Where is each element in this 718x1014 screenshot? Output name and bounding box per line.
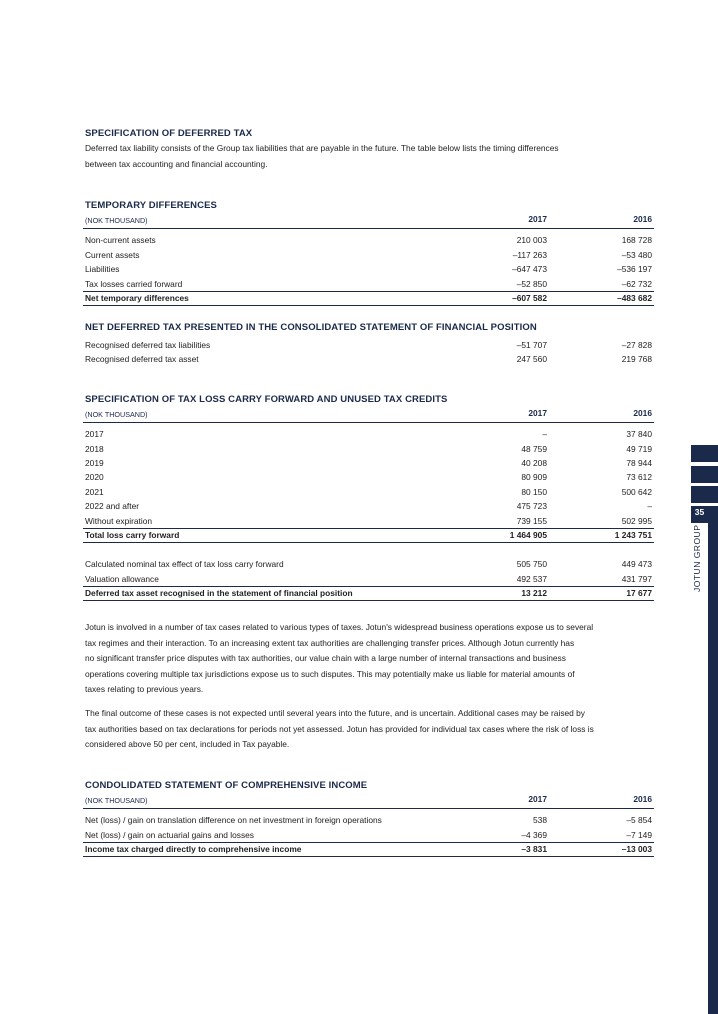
row-label: 2022 and after [85, 501, 140, 511]
tax-cases-paragraph [85, 620, 650, 698]
value-2017: 80 909 [521, 472, 547, 482]
value-2017: 13 212 [521, 588, 547, 598]
table-row [83, 470, 654, 484]
comp-table-header [83, 794, 654, 809]
row-label: Deferred tax asset recognised in the statement of financial position [85, 588, 353, 598]
value-2016: 500 642 [621, 487, 652, 497]
value-2017: – [542, 429, 547, 439]
value-2016: 73 612 [626, 472, 652, 482]
section-title-loss: SPECIFICATION OF TAX LOSS CARRY FORWARD AND UNUSED TAX CREDITS [85, 394, 448, 405]
value-2017: 210 003 [516, 235, 547, 245]
total-row [83, 528, 654, 543]
value-2016: 1 243 751 [614, 530, 652, 540]
section-title-net: NET DEFERRED TAX PRESENTED IN THE CONSOLIDATED STATEMENT OF FINANCIAL POSITION [85, 322, 537, 333]
spec-line-2: between tax accounting and financial accounting. [85, 158, 268, 169]
text-line: Jotun is involved in a number of tax cases related to various types of taxes. Jotun's widespread business operations expose us to several [85, 622, 594, 632]
page-number: 35 [694, 507, 705, 517]
row-label: Without expiration [85, 516, 153, 526]
year-2016-header: 2016 [633, 408, 652, 418]
row-label: 2018 [85, 444, 104, 454]
table-row [83, 572, 654, 586]
row-label: Valuation allowance [85, 574, 159, 584]
value-2016: –483 682 [617, 293, 652, 303]
value-2017: 475 723 [516, 501, 547, 511]
table-row [83, 828, 654, 842]
value-2017: 48 759 [521, 444, 547, 454]
value-2016: –62 732 [621, 279, 652, 289]
text-line: tax authorities based on tax declarations for periods not yet assessed. Jotun has provided for individual tax cases where the risk of loss is [85, 723, 594, 734]
value-2017: –647 473 [512, 264, 547, 274]
row-label: Recognised deferred tax asset [85, 354, 199, 364]
row-label: Total loss carry forward [85, 530, 180, 540]
value-2017: –4 369 [521, 830, 547, 840]
value-2017: 1 464 905 [509, 530, 547, 540]
value-2017: –117 263 [512, 250, 547, 260]
text-line: considered above 50 per cent, included in Tax payable. [85, 739, 290, 749]
value-2016: 49 719 [626, 444, 652, 454]
row-label: Liabilities [85, 264, 120, 274]
value-2016: –536 197 [617, 264, 652, 274]
value-2016: 502 995 [621, 516, 652, 526]
table-row [83, 813, 654, 827]
value-2017: 538 [533, 815, 547, 825]
text-line: The final outcome of these cases is not expected until several years into the future, and is uncertain. Additional cases may be raised by [85, 708, 585, 718]
value-2017: –607 582 [512, 293, 547, 303]
value-2017: 505 750 [516, 559, 547, 569]
text-line: no significant transfer price disputes with tax authorities, our value chain with a large number of internal transactions and business [85, 653, 566, 663]
row-label: Net (loss) / gain on translation difference on net investment in foreign operations [85, 815, 382, 825]
text-line: taxes relating to previous years. [85, 684, 204, 694]
loss-table-header [83, 408, 654, 423]
unit-label: (NOK THOUSAND) [85, 796, 148, 805]
value-2016: –53 480 [621, 250, 652, 260]
total-row [83, 842, 654, 857]
side-strip [708, 523, 718, 1014]
section-title-temp: TEMPORARY DIFFERENCES [85, 200, 217, 211]
row-label: Tax losses carried forward [85, 279, 183, 289]
row-label: 2020 [85, 472, 104, 482]
value-2017: 247 560 [516, 354, 547, 364]
total-row [83, 586, 654, 601]
table-row [83, 485, 654, 499]
table-row [83, 514, 654, 528]
chapter-tab[interactable] [691, 445, 718, 462]
spec-paragraph [85, 141, 650, 172]
table-row [83, 248, 654, 262]
year-2016-header: 2016 [633, 794, 652, 804]
table-row [83, 233, 654, 247]
value-2016: 168 728 [621, 235, 652, 245]
table-row [83, 352, 654, 366]
row-label: Net (loss) / gain on actuarial gains and losses [85, 830, 254, 840]
value-2016: –13 003 [621, 844, 652, 854]
value-2016: 78 944 [626, 458, 652, 468]
year-2016-header: 2016 [633, 214, 652, 224]
row-label: 2019 [85, 458, 104, 468]
unit-label: (NOK THOUSAND) [85, 216, 148, 225]
value-2017: 80 150 [521, 487, 547, 497]
side-bar-gap [691, 523, 708, 1014]
value-2017: 492 537 [516, 574, 547, 584]
unit-label: (NOK THOUSAND) [85, 410, 148, 419]
table-row [83, 442, 654, 456]
table-row [83, 456, 654, 470]
table-row [83, 277, 654, 291]
row-label: Non-current assets [85, 235, 156, 245]
year-2017-header: 2017 [528, 214, 547, 224]
value-2016: 431 797 [621, 574, 652, 584]
value-2016: – [647, 501, 652, 511]
text-line: operations covering multiple tax jurisdictions expose us to such disputes. This may potentially make us liable for material amounts of [85, 668, 575, 679]
chapter-tab[interactable] [691, 486, 718, 503]
row-label: Recognised deferred tax liabilities [85, 340, 211, 350]
table-row [83, 262, 654, 276]
row-label: 2021 [85, 487, 104, 497]
value-2016: 449 473 [621, 559, 652, 569]
total-row [83, 291, 654, 306]
table-row [83, 499, 654, 513]
chapter-tab[interactable] [691, 466, 718, 483]
value-2016: 219 768 [621, 354, 652, 364]
value-2016: 17 677 [626, 588, 652, 598]
value-2017: –52 850 [516, 279, 547, 289]
row-label: Current assets [85, 250, 140, 260]
table-row [83, 338, 654, 352]
value-2017: 739 155 [516, 516, 547, 526]
value-2017: –51 707 [516, 340, 547, 350]
side-label: JOTUN GROUP [692, 524, 702, 592]
row-label: 2017 [85, 429, 104, 439]
row-label: Net temporary differences [85, 293, 189, 303]
row-label: Income tax charged directly to comprehensive income [85, 844, 302, 854]
value-2016: 37 840 [626, 429, 652, 439]
text-line: tax regimes and their interaction. To an increasing extent tax authorities are challenging transfer prices. Although Jotun currently has [85, 637, 575, 648]
value-2016: –27 828 [621, 340, 652, 350]
section-title-spec: SPECIFICATION OF DEFERRED TAX [85, 128, 253, 139]
year-2017-header: 2017 [528, 794, 547, 804]
table-row [83, 427, 654, 441]
outcome-paragraph [85, 706, 650, 753]
value-2017: –3 831 [521, 844, 547, 854]
year-2017-header: 2017 [528, 408, 547, 418]
section-title-comp: CONDOLIDATED STATEMENT OF COMPREHENSIVE INCOME [85, 780, 368, 791]
value-2017: 40 208 [521, 458, 547, 468]
value-2016: –5 854 [626, 815, 652, 825]
value-2016: –7 149 [626, 830, 652, 840]
temp-table-header [83, 214, 654, 229]
row-label: Calculated nominal tax effect of tax loss carry forward [85, 559, 284, 569]
table-row [83, 557, 654, 571]
spec-line-1: Deferred tax liability consists of the Group tax liabilities that are payable in the future. The table below lists the timing differences [85, 143, 559, 153]
